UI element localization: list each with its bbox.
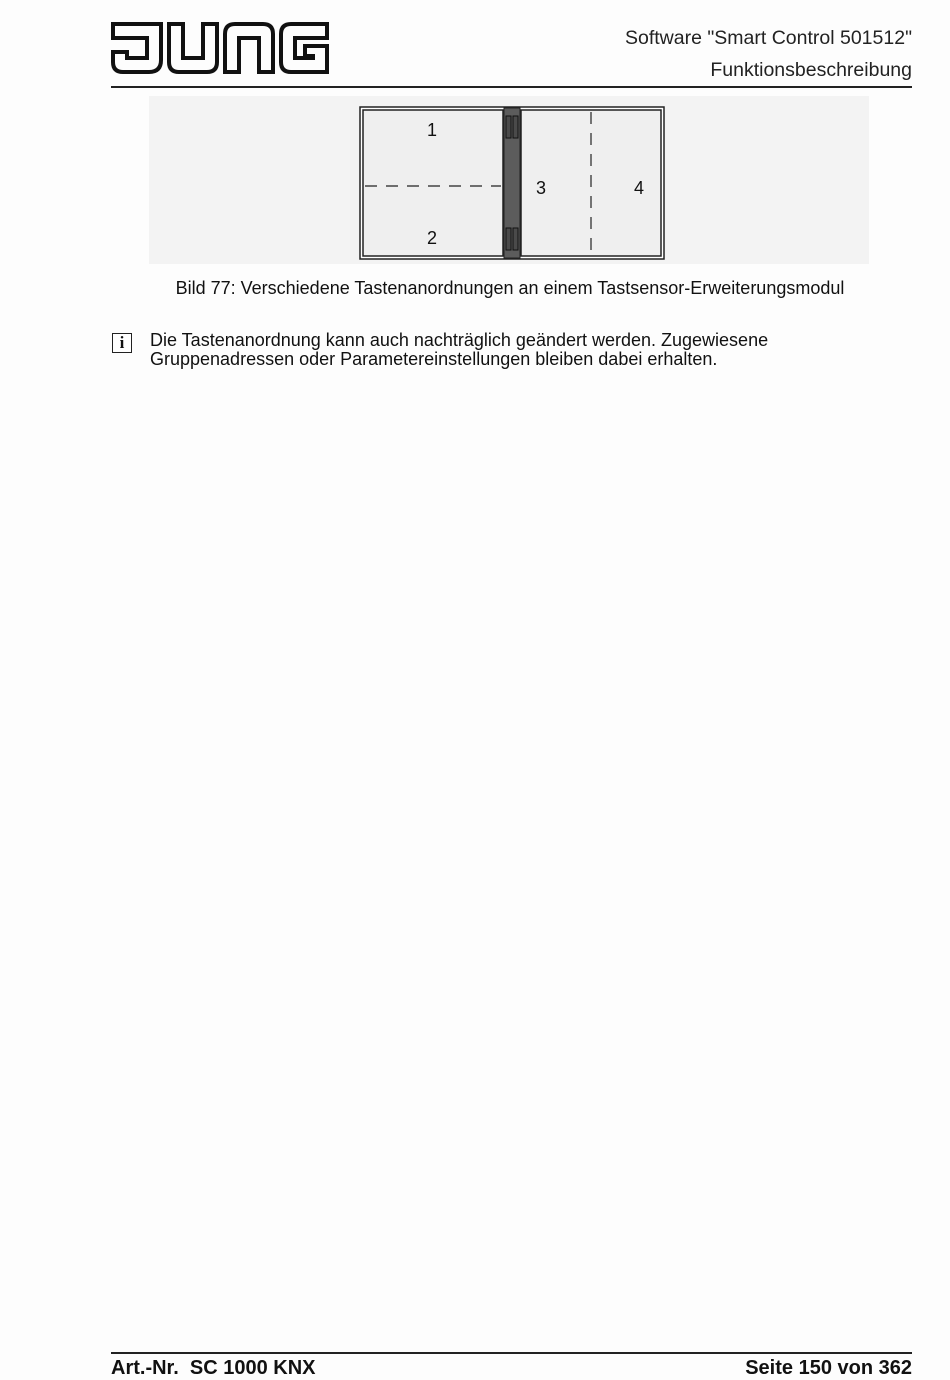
info-note-text: Die Tastenanordnung kann auch nachträglich geändert werden. Zugewiesene Gruppenadressen oder Parametereinstellungen bleiben dabei erhalten. bbox=[150, 330, 769, 369]
info-icon: i bbox=[112, 333, 132, 353]
button-label-4: 4 bbox=[633, 178, 645, 198]
footer-divider bbox=[111, 1352, 912, 1354]
button-label-3: 3 bbox=[535, 178, 547, 198]
button-label-1: 1 bbox=[426, 120, 438, 140]
header-title: Software "Smart Control 501512" bbox=[625, 27, 912, 49]
header-subtitle: Funktionsbeschreibung bbox=[710, 59, 912, 81]
header-divider bbox=[111, 86, 912, 88]
article-number: Art.-Nr. SC 1000 KNX bbox=[111, 1357, 316, 1379]
page-number: Seite 150 von 362 bbox=[745, 1357, 912, 1379]
button-label-2: 2 bbox=[426, 228, 438, 248]
figure-caption: Bild 77: Verschiedene Tastenanordnungen an einem Tastsensor-Erweiterungsmodul bbox=[175, 278, 845, 298]
button-arrangement-figure bbox=[359, 106, 665, 260]
jung-logo bbox=[111, 20, 331, 76]
document-header bbox=[625, 22, 912, 86]
